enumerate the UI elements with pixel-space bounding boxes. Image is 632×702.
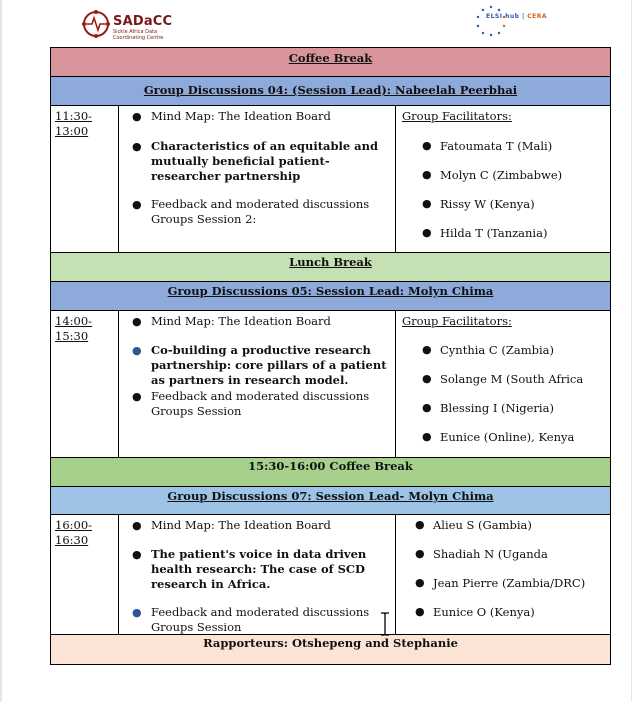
time-end: 13:00: [55, 124, 89, 138]
facilitator-name: Blessing I (Nigeria): [440, 401, 554, 415]
bullet-icon: ●: [132, 315, 142, 328]
facilitator-item: [415, 605, 535, 619]
facilitator-name: Shadiah N (Uganda: [433, 547, 548, 561]
facilitator-item: [422, 401, 554, 415]
facilitator-name: Hilda T (Tanzania): [440, 226, 548, 240]
time-start: 16:00-: [55, 518, 93, 532]
facilitator-name: Alieu S (Gambia): [433, 518, 532, 532]
activity-text: Feedback and moderated discussions Groups Session: [151, 605, 370, 634]
bullet-icon: ●: [132, 606, 142, 619]
bullet-icon: ●: [132, 140, 142, 153]
coffee-break-row: [51, 48, 611, 77]
page-edge: [0, 0, 2, 702]
bullet-icon: ●: [132, 344, 142, 357]
facilitator-name: Fatoumata T (Mali): [440, 139, 553, 153]
sadacc-logo-icon: [80, 8, 112, 40]
elsi-hub-name: ELSI hub: [486, 13, 520, 20]
bullet-icon: ●: [422, 401, 432, 414]
facilitator-item: [422, 139, 553, 153]
sadacc-logo: [80, 8, 190, 48]
rapporteurs-label: Rapporteurs: Otshepeng and Stephanie: [203, 636, 458, 650]
activity-item: [132, 109, 391, 124]
coffee-break-label: 15:30-16:00 Coffee Break: [248, 459, 413, 473]
time-start: 14:00-: [55, 314, 93, 328]
facilitators-cell: [396, 515, 610, 634]
bullet-icon: ●: [422, 139, 432, 152]
bullet-icon: ●: [132, 110, 142, 123]
facilitator-item: [422, 197, 535, 211]
lunch-break-label: Lunch Break: [289, 255, 372, 269]
bullet-icon: ●: [422, 197, 432, 210]
session-row-gd05: [51, 311, 611, 458]
time-end: 15:30: [55, 329, 89, 343]
time-end: 16:30: [55, 533, 89, 547]
facilitators-cell: [396, 311, 610, 457]
facilitator-item: [415, 547, 548, 561]
activity-item: [132, 518, 391, 533]
session-time: [51, 106, 119, 252]
elsi-hub-logo: [474, 4, 564, 38]
facilitators-heading: Group Facilitators:: [402, 109, 512, 123]
activities-cell: [119, 311, 396, 457]
bullet-icon: ●: [415, 518, 425, 531]
activity-item: [132, 314, 391, 329]
facilitator-item: [415, 576, 586, 590]
facilitator-name: Jean Pierre (Zambia/DRC): [433, 576, 586, 590]
sadacc-subtitle: Sickle Africa Data Coordinating Centre: [113, 29, 164, 41]
activity-text: Feedback and moderated discussions Groups Session 2:: [151, 197, 370, 226]
rapporteurs-row: [51, 635, 611, 665]
activity-text: Feedback and moderated discussions Groups Session: [151, 389, 370, 418]
activity-item: [132, 139, 391, 184]
document-header: [0, 0, 632, 48]
bullet-icon: ●: [132, 198, 142, 211]
coffee-break-row: [51, 458, 611, 487]
facilitator-item: [415, 518, 532, 532]
session-title-row: [51, 77, 611, 106]
facilitator-name: Rissy W (Kenya): [440, 197, 535, 211]
session-row-gd07: [51, 515, 611, 635]
facilitator-name: Molyn C (Zimbabwe): [440, 168, 563, 182]
bullet-icon: ●: [422, 226, 432, 239]
activities-cell: [119, 515, 396, 634]
elsi-hub-wordmark: [486, 13, 547, 20]
facilitator-name: Eunice (Online), Kenya: [440, 430, 575, 444]
elsi-dots-icon: [474, 4, 508, 38]
bullet-icon: ●: [422, 168, 432, 181]
activity-text: The patient's voice in data driven health research: The case of SCD research in Africa.: [151, 547, 367, 591]
bullet-icon: ●: [422, 430, 432, 443]
activity-item: [132, 389, 391, 419]
facilitator-item: [422, 372, 584, 386]
facilitators-heading: Group Facilitators:: [402, 314, 512, 328]
gd05-title: Group Discussions 05: Session Lead: Molyn Chima: [167, 284, 494, 298]
activity-text: Mind Map: The Ideation Board: [151, 314, 331, 328]
agenda-table: [50, 47, 611, 665]
bullet-icon: ●: [132, 548, 142, 561]
facilitator-name: Solange M (South Africa: [440, 372, 584, 386]
time-start: 11:30-: [55, 109, 93, 123]
facilitator-name: Cynthia C (Zambia): [440, 343, 554, 357]
activity-text: Characteristics of an equitable and mutually beneficial patient-researcher partnership: [151, 139, 379, 183]
facilitators-cell: [396, 106, 610, 252]
gd07-title: Group Discussions 07: Session Lead- Molyn Chima: [167, 489, 494, 503]
facilitator-item: [422, 343, 554, 357]
session-time: [51, 515, 119, 634]
activity-item: [132, 197, 391, 227]
activity-item: [132, 343, 391, 388]
bullet-icon: ●: [132, 390, 142, 403]
activity-text: Mind Map: The Ideation Board: [151, 518, 331, 532]
facilitator-item: [422, 226, 548, 240]
activity-item: [132, 547, 391, 592]
coffee-break-label: Coffee Break: [288, 51, 373, 65]
facilitator-item: [422, 168, 563, 182]
facilitator-name: Eunice O (Kenya): [433, 605, 535, 619]
bullet-icon: ●: [415, 605, 425, 618]
activities-cell: [119, 106, 396, 252]
session-time: [51, 311, 119, 457]
sadacc-name: SADaCC: [113, 14, 173, 29]
session-title-row: [51, 487, 611, 515]
bullet-icon: ●: [422, 343, 432, 356]
text-cursor-icon: [379, 612, 391, 636]
activity-text: Co-building a productive research partnership: core pillars of a patient as partners in research model.: [151, 343, 387, 387]
gd04-title: Group Discussions 04: (Session Lead): Nabeelah Peerbhai: [143, 83, 518, 97]
facilitator-item: [422, 430, 575, 444]
cera-name: CERA: [527, 13, 548, 20]
bullet-icon: ●: [415, 547, 425, 560]
session-row-gd04: [51, 106, 611, 253]
activity-text: Mind Map: The Ideation Board: [151, 109, 331, 123]
logo-separator: |: [519, 13, 528, 20]
bullet-icon: ●: [422, 372, 432, 385]
activity-item: [132, 605, 391, 635]
bullet-icon: ●: [132, 519, 142, 532]
session-title-row: [51, 282, 611, 311]
lunch-break-row: [51, 253, 611, 282]
bullet-icon: ●: [415, 576, 425, 589]
